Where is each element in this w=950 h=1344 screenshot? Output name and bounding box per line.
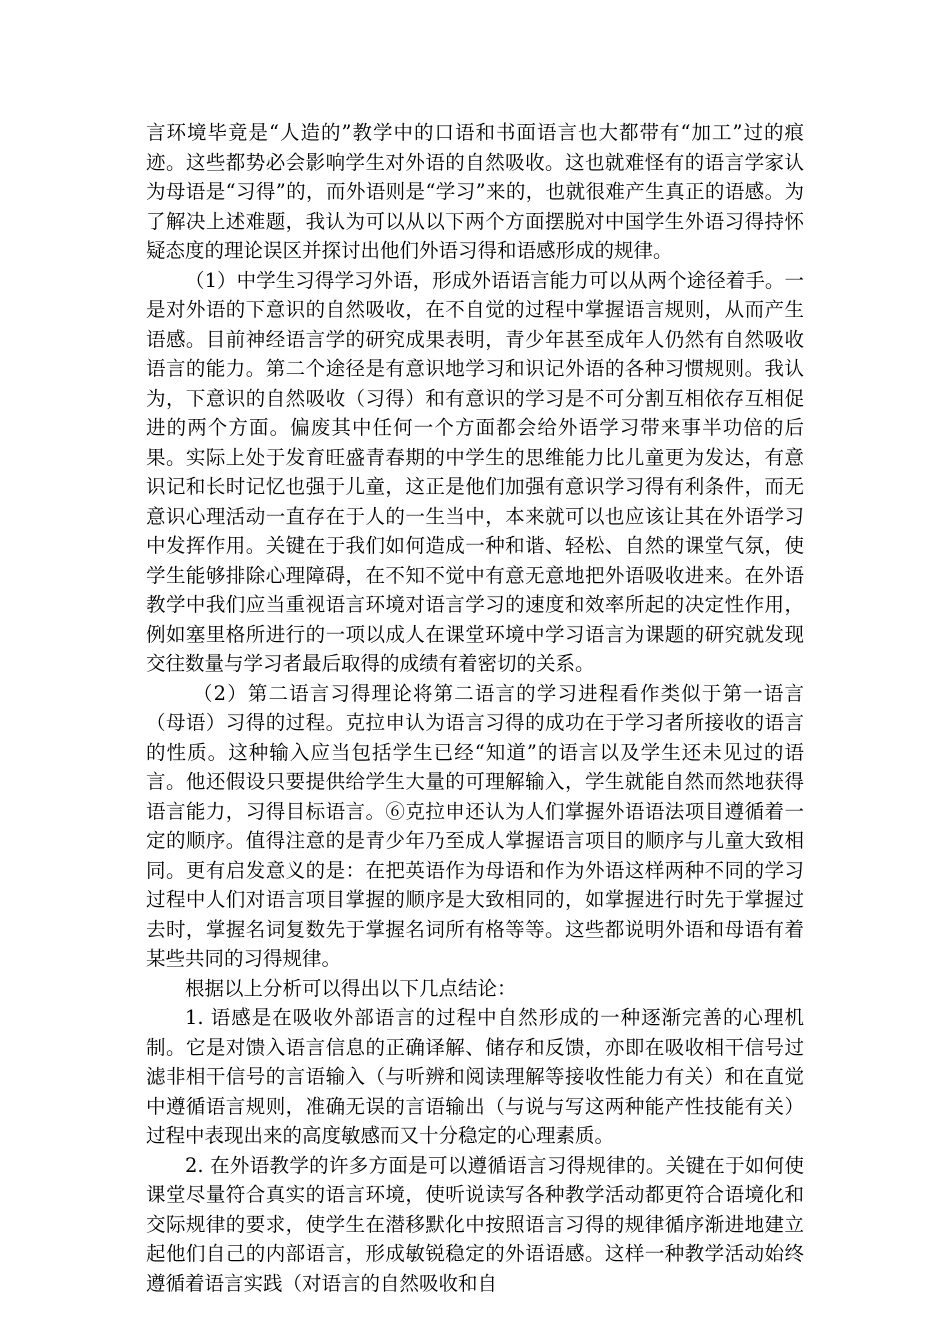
paragraph-conclusion-2: 2. 在外语教学的许多方面是可以遵循语言习得规律的。关键在于如何使课堂尽量符合真实的语言环境，使听说读写各种教学活动都更符合语境化和交际规律的要求，使学生在潜移默化中按照语言习得的规律循序渐进地建立起他们自己的内部语言，形成敏锐稳定的外语语感。这样一种教学活动始终遵循着语言实践（对语言的自然吸收和自 [146,1153,804,1295]
paragraph-intro: 言环境毕竟是“人造的”教学中的口语和书面语言也大都带有“加工”过的痕迹。这些都势必会影响学生对外语的自然吸收。这也就难怪有的语言学家认为母语是“习得”的，而外语则是“学习”来的，也就很难产生真正的语感。为了解决上述难题，我认为可以从以下两个方面摆脱对中国学生外语习得持怀疑态度的理论误区并探讨出他们外语习得和语感形成的规律。 [146,121,804,262]
paragraph-conclusion-1: 1. 语感是在吸收外部语言的过程中自然形成的一种逐渐完善的心理机制。它是对馈入语言信息的正确译解、储存和反馈，亦即在吸收相干信号过滤非相干信号的言语输入（与听辨和阅读理解等接收性能力有关）和在直觉中遵循语言规则，准确无误的言语输出（与说与写这两种能产性技能有关）过程中表现出来的高度敏感而又十分稳定的心理素质。 [146,1006,804,1147]
document-page [146,118,804,1298]
paragraph-point-1: （1）中学生习得学习外语，形成外语语言能力可以从两个途径着手。一是对外语的下意识的自然吸收，在不自觉的过程中掌握语言规则，从而产生语感。目前神经语言学的研究成果表明，青少年甚至成年人仍然有自然吸收语言的能力。第二个途径是有意识地学习和识记外语的各种习惯规则。我认为，下意识的自然吸收（习得）和有意识的学习是不可分割互相依存互相促进的两个方面。偏废其中任何一个方面都会给外语学习带来事半功倍的后果。实际上处于发育旺盛青春期的中学生的思维能力比儿童更为发达，有意识记和长时记忆也强于儿童，这正是他们加强有意识学习得有利条件，而无意识心理活动一直存在于人的一生当中，本来就可以也应该让其在外语学习中发挥作用。关键在于我们如何造成一种和谐、轻松、自然的课堂气氛，使学生能够排除心理障碍，在不知不觉中有意无意地把外语吸收进来。在外语教学中我们应当重视语言环境对语言学习的速度和效率所起的决定性作用，例如塞里格所进行的一项以成人在课堂环境中学习语言为课题的研究就发现交往数量与学习者最后取得的成绩有着密切的关系。 [146,268,804,675]
paragraph-conclusion-lead: 根据以上分析可以得出以下几点结论： [185,976,517,1000]
paragraph-point-2: （2）第二语言习得理论将第二语言的学习进程看作类似于第一语言（母语）习得的过程。克拉申认为语言习得的成功在于学习者所接收的语言的性质。这种输入应当包括学生已经“知道”的语言以及学生还未见过的语言。他还假设只要提供给学生大量的可理解输入，学生就能自然而然地获得语言能力，习得目标语言。⑥克拉申还认为人们掌握外语语法项目遵循着一定的顺序。值得注意的是青少年乃至成人掌握语言项目的顺序与儿童大致相同。更有启发意义的是：在把英语作为母语和作为外语这样两种不同的学习过程中人们对语言项目掌握的顺序是大致相同的，如掌握进行时先于掌握过去时，掌握名词复数先于掌握名词所有格等等。这些都说明外语和母语有着某些共同的习得规律。 [146,681,804,970]
